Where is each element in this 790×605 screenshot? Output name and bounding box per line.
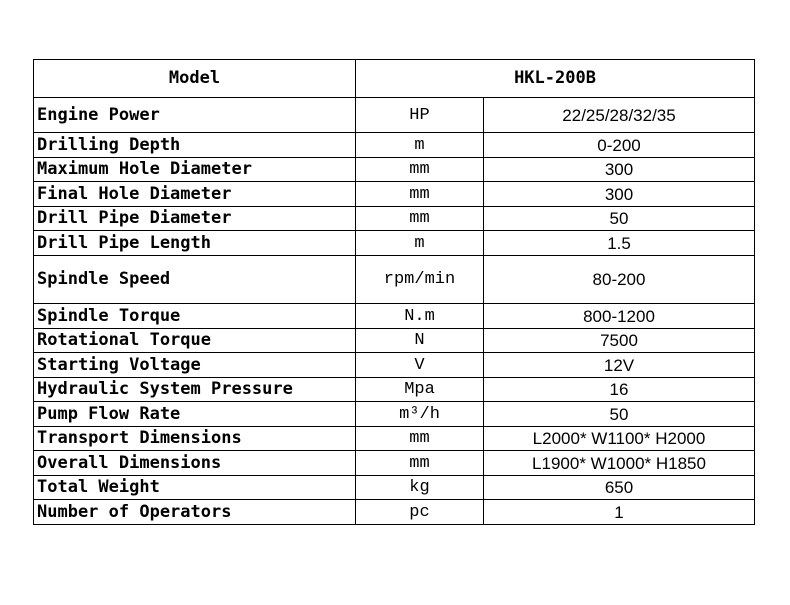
- table-row: [34, 500, 755, 525]
- value-cell: 300: [484, 158, 755, 182]
- value-cell: 300: [484, 182, 755, 207]
- table-row: [34, 476, 755, 500]
- unit-cell: mm: [356, 427, 484, 451]
- parameter-cell: Pump Flow Rate: [34, 402, 356, 427]
- parameter-cell: Total Weight: [34, 476, 356, 500]
- parameter-cell: Hydraulic System Pressure: [34, 378, 356, 402]
- parameter-cell: Drilling Depth: [34, 133, 356, 158]
- parameter-cell: Rotational Torque: [34, 329, 356, 353]
- value-cell: L2000* W1100* H2000: [484, 427, 755, 451]
- parameter-cell: Spindle Speed: [34, 256, 356, 304]
- parameter-cell: Starting Voltage: [34, 353, 356, 378]
- value-cell: 16: [484, 378, 755, 402]
- table-row: [34, 402, 755, 427]
- parameter-cell: Number of Operators: [34, 500, 356, 525]
- value-cell: L1900* W1000* H1850: [484, 451, 755, 476]
- table-row: [34, 353, 755, 378]
- table-row: [34, 427, 755, 451]
- table-row: [34, 98, 755, 133]
- value-cell: 0-200: [484, 133, 755, 158]
- parameter-cell: Final Hole Diameter: [34, 182, 356, 207]
- parameter-cell: Spindle Torque: [34, 304, 356, 329]
- table-row: [34, 231, 755, 256]
- unit-cell: mm: [356, 451, 484, 476]
- unit-cell: m: [356, 231, 484, 256]
- table-row: [34, 256, 755, 304]
- parameter-cell: Engine Power: [34, 98, 356, 133]
- value-cell: 50: [484, 207, 755, 231]
- value-cell: 1: [484, 500, 755, 525]
- table-row: [34, 378, 755, 402]
- table-row: [34, 451, 755, 476]
- unit-cell: pc: [356, 500, 484, 525]
- unit-cell: m: [356, 133, 484, 158]
- unit-cell: m³/h: [356, 402, 484, 427]
- value-cell: 50: [484, 402, 755, 427]
- parameter-cell: Transport Dimensions: [34, 427, 356, 451]
- value-cell: 650: [484, 476, 755, 500]
- unit-cell: rpm/min: [356, 256, 484, 304]
- model-value: HKL-200B: [356, 60, 755, 98]
- unit-cell: HP: [356, 98, 484, 133]
- table-row: [34, 158, 755, 182]
- unit-cell: mm: [356, 182, 484, 207]
- model-label: Model: [34, 60, 356, 98]
- parameter-cell: Maximum Hole Diameter: [34, 158, 356, 182]
- unit-cell: V: [356, 353, 484, 378]
- unit-cell: mm: [356, 207, 484, 231]
- value-cell: 1.5: [484, 231, 755, 256]
- unit-cell: N: [356, 329, 484, 353]
- parameter-cell: Drill Pipe Diameter: [34, 207, 356, 231]
- table-row: [34, 182, 755, 207]
- value-cell: 80-200: [484, 256, 755, 304]
- spec-table: [33, 59, 755, 525]
- table-row: [34, 207, 755, 231]
- unit-cell: N.m: [356, 304, 484, 329]
- table-row: [34, 329, 755, 353]
- header-row: [34, 60, 755, 98]
- unit-cell: Mpa: [356, 378, 484, 402]
- table-row: [34, 304, 755, 329]
- unit-cell: kg: [356, 476, 484, 500]
- value-cell: 22/25/28/32/35: [484, 98, 755, 133]
- table-row: [34, 133, 755, 158]
- parameter-cell: Drill Pipe Length: [34, 231, 356, 256]
- parameter-cell: Overall Dimensions: [34, 451, 356, 476]
- value-cell: 7500: [484, 329, 755, 353]
- unit-cell: mm: [356, 158, 484, 182]
- value-cell: 800-1200: [484, 304, 755, 329]
- value-cell: 12V: [484, 353, 755, 378]
